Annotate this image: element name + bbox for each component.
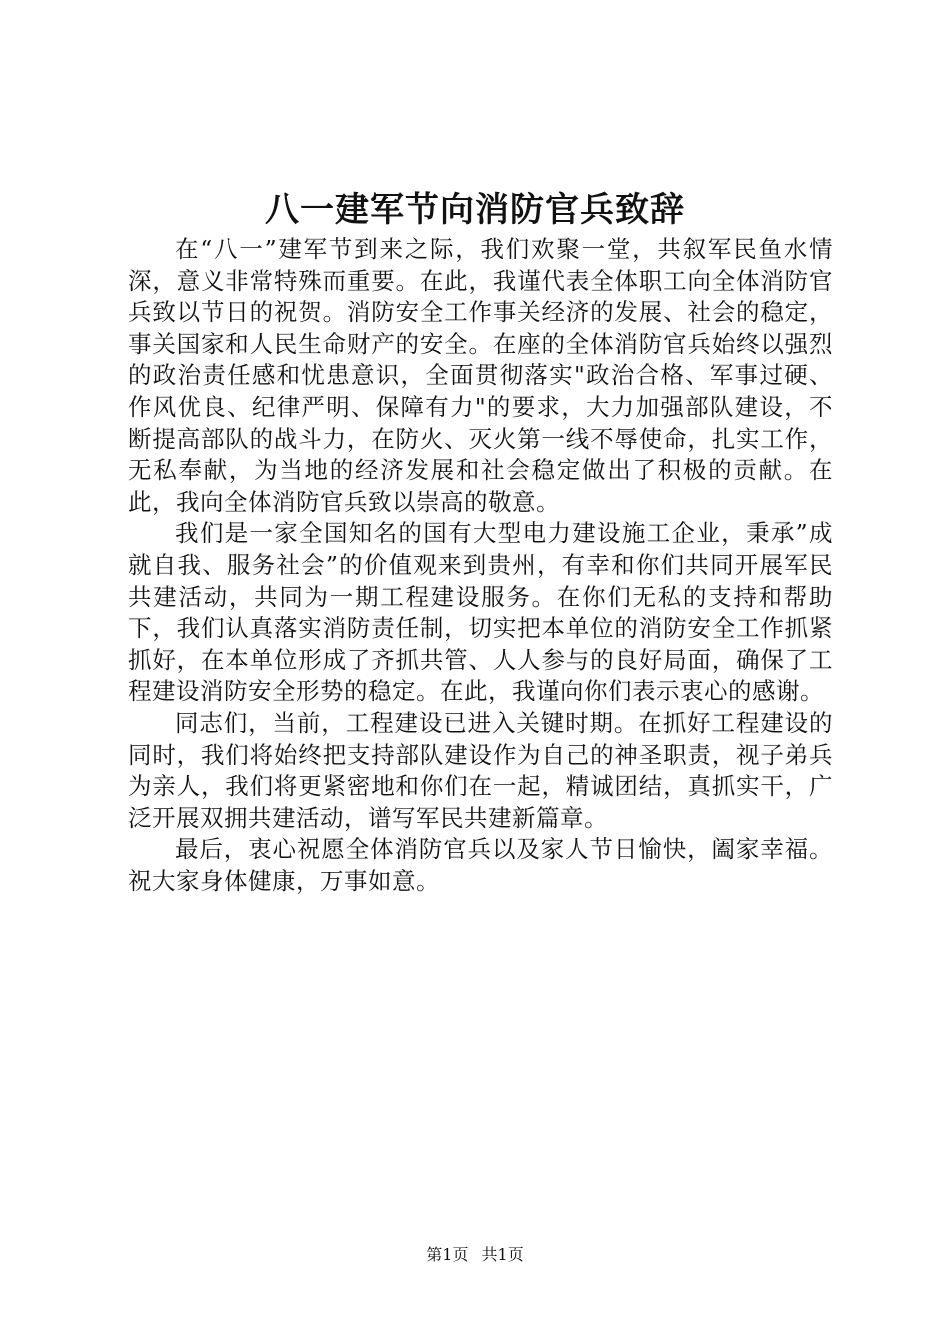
page-footer — [0, 1244, 950, 1266]
paragraph-1: 在“八一”建军节到来之际，我们欢聚一堂，共叙军民鱼水情深，意义非常特殊而重要。在此，我谨代表全体职工向全体消防官兵致以节日的祝贺。消防安全工作事关经济的发展、社会的稳定，事关国家和人民生命财产的安全。在座的全体消防官兵始终以强烈的政治责任感和忧患意识，全面贯彻落实"政治合格、军事过硬、作风优良、纪律严明、保障有力"的要求，大力加强部队建设，不断提高部队的战斗力，在防火、灭火第一线不辱使命，扎实工作，无私奉献，为当地的经济发展和社会稳定做出了积极的贡献。在此，我向全体消防官兵致以崇高的敬意。 — [128, 235, 833, 516]
paragraph-3: 同志们，当前，工程建设已进入关键时期。在抓好工程建设的同时，我们将始终把支持部队建设作为自己的神圣职责，视子弟兵为亲人，我们将更紧密地和你们在一起，精诚团结，真抓实干，广泛开展双拥共建活动，谱写军民共建新篇章。 — [128, 708, 833, 832]
paragraph-2: 我们是一家全国知名的国有大型电力建设施工企业，秉承”成就自我、服务社会”的价值观来到贵州，有幸和你们共同开展军民共建活动，共同为一期工程建设服务。在你们无私的支持和帮助下，我们认真落实消防责任制，切实把本单位的消防安全工作抓紧抓好，在本单位形成了齐抓共管、人人参与的良好局面，确保了工程建设消防安全形势的稳定。在此，我谨向你们表示衷心的感谢。 — [128, 519, 833, 706]
page-number-current: 第1页 — [426, 1245, 469, 1264]
page-number-total: 共1页 — [481, 1245, 524, 1264]
document-body — [128, 234, 833, 897]
document-title: 八一建军节向消防官兵致辞 — [265, 190, 685, 230]
paragraph-4: 最后，衷心祝愿全体消防官兵以及家人节日愉快，阖家幸福。祝大家身体健康，万事如意。 — [128, 835, 833, 895]
